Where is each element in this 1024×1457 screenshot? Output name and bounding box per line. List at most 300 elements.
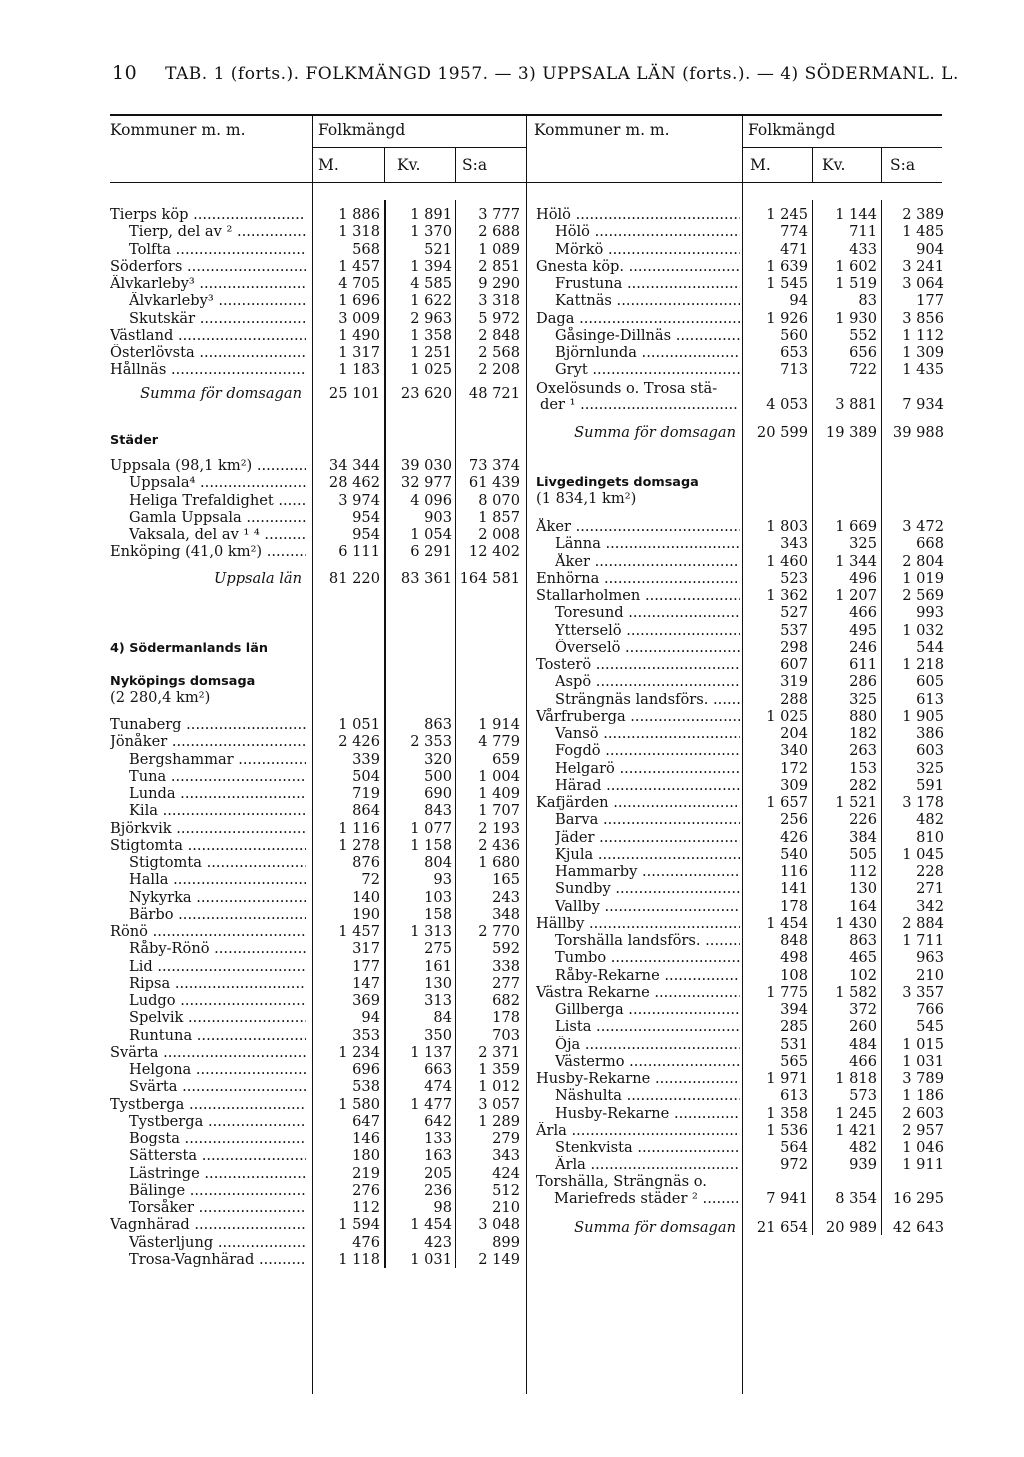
table-row bbox=[0, 639, 1024, 656]
value-m: 1 657 bbox=[766, 794, 808, 811]
value-sa: 1 012 bbox=[478, 1078, 520, 1096]
table-row bbox=[0, 1234, 1024, 1251]
value-kv: 690 bbox=[424, 785, 452, 802]
value-sa: 2 149 bbox=[478, 1250, 520, 1268]
row-label: Näshulta ..... bbox=[555, 1087, 740, 1104]
value-m: 190 bbox=[352, 905, 380, 923]
value-kv: 350 bbox=[424, 1026, 452, 1044]
value-m: 719 bbox=[352, 785, 380, 802]
value-kv: 843 bbox=[424, 802, 452, 820]
row-label: Råby-Rönö ..... bbox=[129, 940, 306, 957]
section-heading: 4) Södermanlands län bbox=[110, 641, 268, 656]
row-label: Tunaberg ..... bbox=[110, 716, 306, 733]
value-m: 1 696 bbox=[338, 292, 380, 310]
value-sa: 1 112 bbox=[902, 326, 944, 344]
value-sa: 42 643 bbox=[892, 1219, 944, 1236]
value-kv: 1 421 bbox=[835, 1121, 877, 1139]
row-label: Västerljung ..... bbox=[129, 1234, 306, 1251]
value-m: 178 bbox=[780, 897, 808, 915]
value-kv: 153 bbox=[849, 759, 877, 777]
value-m: 25 101 bbox=[328, 385, 380, 402]
row-label: Bärbo ..... bbox=[129, 906, 306, 923]
row-label: Österlövsta ..... bbox=[110, 344, 306, 361]
row-label: Jönåker ..... bbox=[110, 733, 306, 750]
row-label: Härad ..... bbox=[555, 777, 740, 794]
value-sa: 904 bbox=[916, 240, 944, 258]
table-row bbox=[0, 223, 1024, 240]
row-label: Aspö ..... bbox=[555, 673, 740, 690]
value-m: 565 bbox=[780, 1052, 808, 1070]
right-folkmangd-header: Folkmängd bbox=[748, 121, 836, 139]
value-kv: 1 158 bbox=[410, 836, 452, 854]
table-row bbox=[0, 1156, 1024, 1173]
value-kv: 495 bbox=[849, 621, 877, 639]
value-kv: 722 bbox=[849, 361, 877, 379]
value-m: 288 bbox=[780, 690, 808, 708]
value-kv: 325 bbox=[849, 690, 877, 708]
row-label: Uppsala län bbox=[214, 570, 302, 587]
row-label: Gillberga ..... bbox=[555, 1001, 740, 1018]
value-kv: 1 077 bbox=[410, 819, 452, 837]
row-label: Ludgo ..... bbox=[129, 992, 306, 1009]
row-label: Summa för domsagan bbox=[574, 424, 736, 441]
value-sa: 545 bbox=[916, 1018, 944, 1036]
value-kv: 164 bbox=[849, 897, 877, 915]
row-label: Halla ..... bbox=[129, 871, 306, 888]
row-label: Sundby ..... bbox=[555, 880, 740, 897]
value-sa: 3 241 bbox=[902, 257, 944, 275]
row-label: Tystberga ..... bbox=[110, 1096, 306, 1113]
table-row bbox=[0, 457, 1024, 474]
value-m: 1 639 bbox=[766, 257, 808, 275]
row-label: Jäder ..... bbox=[555, 829, 740, 846]
value-sa: 1 046 bbox=[902, 1139, 944, 1156]
row-label: Uppsala (98,1 km²) ..... bbox=[110, 457, 306, 474]
row-label: Björnlunda ..... bbox=[555, 344, 740, 361]
value-sa: 12 402 bbox=[468, 543, 520, 561]
value-kv: 505 bbox=[849, 845, 877, 863]
value-kv: 573 bbox=[849, 1087, 877, 1105]
value-kv: 372 bbox=[849, 1001, 877, 1018]
row-label: Bergshammar ..... bbox=[129, 751, 306, 768]
col-rule-right-kv bbox=[881, 147, 882, 183]
value-m: 954 bbox=[352, 526, 380, 543]
table-row bbox=[0, 742, 1024, 759]
value-sa: 2 688 bbox=[478, 223, 520, 241]
value-m: 523 bbox=[780, 569, 808, 587]
row-label: Summa för domsagan bbox=[140, 385, 302, 402]
col-rule-left-kv bbox=[455, 147, 456, 183]
value-sa: 3 472 bbox=[902, 518, 944, 535]
value-kv: 226 bbox=[849, 811, 877, 829]
torshalla-label-2: Mariefreds städer ² ..... bbox=[554, 1190, 738, 1207]
row-label: Lunda ..... bbox=[129, 785, 306, 802]
value-kv: 1 454 bbox=[410, 1216, 452, 1234]
value-kv: 1 054 bbox=[410, 526, 452, 543]
value-sa: 279 bbox=[492, 1130, 520, 1147]
row-label: Sättersta ..... bbox=[129, 1147, 306, 1164]
row-label: Daga ..... bbox=[536, 310, 740, 327]
value-sa: 1 004 bbox=[478, 767, 520, 785]
table-row bbox=[0, 949, 1024, 966]
value-sa: 228 bbox=[916, 863, 944, 880]
row-label: Kafjärden ..... bbox=[536, 794, 740, 811]
value-m: 527 bbox=[780, 604, 808, 622]
value-m: 1 594 bbox=[338, 1216, 380, 1234]
row-label: Tumbo ..... bbox=[555, 949, 740, 966]
value-kv: 466 bbox=[849, 604, 877, 622]
value-sa: 4 779 bbox=[478, 733, 520, 751]
value-kv: 130 bbox=[849, 880, 877, 898]
value-m: 20 599 bbox=[756, 424, 808, 441]
value-sa: 1 089 bbox=[478, 240, 520, 258]
value-m: 540 bbox=[780, 845, 808, 863]
value-m: 1 457 bbox=[338, 923, 380, 940]
row-label: Vaksala, del av ¹ ⁴ ..... bbox=[129, 526, 306, 543]
row-label: Lid ..... bbox=[129, 958, 306, 975]
value-kv: 32 977 bbox=[400, 474, 452, 492]
value-m: 339 bbox=[352, 750, 380, 768]
row-label: Tierps köp ..... bbox=[110, 206, 306, 223]
value-sa: 1 019 bbox=[902, 569, 944, 587]
table-row bbox=[0, 1001, 1024, 1018]
domsaga-heading: Livgedingets domsaga bbox=[536, 475, 699, 490]
value-m: 285 bbox=[780, 1018, 808, 1036]
value-sa: 3 777 bbox=[478, 206, 520, 223]
value-kv: 8 354 bbox=[835, 1190, 877, 1207]
row-label: Enhörna ..... bbox=[536, 570, 740, 587]
value-kv: 4 585 bbox=[410, 275, 452, 292]
right-sa-header: S:a bbox=[890, 156, 916, 174]
value-sa: 3 318 bbox=[478, 292, 520, 310]
value-m: 537 bbox=[780, 621, 808, 639]
domsaga-heading: Nyköpings domsaga bbox=[110, 674, 256, 689]
value-kv: 1 602 bbox=[835, 257, 877, 275]
value-kv: 1 144 bbox=[835, 206, 877, 223]
value-kv: 83 361 bbox=[400, 570, 452, 587]
table-row bbox=[0, 292, 1024, 309]
value-sa: 3 048 bbox=[478, 1216, 520, 1234]
row-label: Ärla ..... bbox=[536, 1122, 740, 1139]
value-kv: 6 291 bbox=[410, 543, 452, 561]
value-sa: 3 178 bbox=[902, 794, 944, 811]
col-rule-left-m bbox=[384, 147, 385, 183]
table-row bbox=[0, 1105, 1024, 1122]
value-sa: 210 bbox=[492, 1199, 520, 1216]
value-sa: 512 bbox=[492, 1181, 520, 1199]
value-kv: 642 bbox=[424, 1112, 452, 1130]
value-sa: 1 045 bbox=[902, 845, 944, 863]
value-kv: 1 344 bbox=[835, 552, 877, 570]
value-sa: 1 711 bbox=[902, 932, 944, 949]
row-label: Ytterselö ..... bbox=[555, 622, 740, 639]
value-kv: 286 bbox=[849, 673, 877, 691]
value-kv: 133 bbox=[424, 1130, 452, 1147]
value-kv: 1 669 bbox=[835, 518, 877, 535]
value-kv: 1 245 bbox=[835, 1104, 877, 1122]
value-kv: 2 353 bbox=[410, 733, 452, 751]
value-sa: 48 721 bbox=[468, 385, 520, 402]
value-kv: 663 bbox=[424, 1061, 452, 1078]
value-m: 1 025 bbox=[766, 707, 808, 725]
value-sa: 3 856 bbox=[902, 309, 944, 327]
value-m: 1 803 bbox=[766, 518, 808, 535]
value-m: 560 bbox=[780, 326, 808, 344]
row-label: Fogdö ..... bbox=[555, 742, 740, 759]
value-sa: 243 bbox=[492, 888, 520, 906]
col-rule-right-m bbox=[812, 147, 813, 183]
row-label: Rönö ..... bbox=[110, 923, 306, 940]
value-kv: 939 bbox=[849, 1156, 877, 1174]
value-sa: 1 186 bbox=[902, 1087, 944, 1105]
value-kv: 863 bbox=[849, 932, 877, 949]
value-kv: 263 bbox=[849, 742, 877, 760]
value-sa: 1 911 bbox=[902, 1156, 944, 1174]
page-number: 10 bbox=[112, 62, 138, 84]
row-label: Tuna ..... bbox=[129, 768, 306, 785]
value-m: 426 bbox=[780, 828, 808, 846]
value-m: 140 bbox=[352, 888, 380, 906]
value-sa: 1 218 bbox=[902, 656, 944, 673]
table-row bbox=[0, 863, 1024, 880]
value-sa: 325 bbox=[916, 759, 944, 777]
torshalla-label-1: Torshälla, Strängnäs o. bbox=[536, 1173, 707, 1190]
table-row bbox=[0, 898, 1024, 915]
table-row bbox=[0, 361, 1024, 378]
value-kv: 84 bbox=[433, 1009, 452, 1027]
row-label: Ripsa ..... bbox=[129, 975, 306, 992]
value-m: 1 457 bbox=[338, 257, 380, 275]
value-m: 653 bbox=[780, 344, 808, 361]
value-sa: 342 bbox=[916, 897, 944, 915]
value-m: 647 bbox=[352, 1112, 380, 1130]
table-row bbox=[0, 691, 1024, 708]
row-label: Öja ..... bbox=[555, 1036, 740, 1053]
value-kv: 496 bbox=[849, 569, 877, 587]
value-kv: 611 bbox=[849, 656, 877, 673]
row-label: Gamla Uppsala ..... bbox=[129, 509, 306, 526]
value-m: 340 bbox=[780, 742, 808, 760]
table-row bbox=[0, 327, 1024, 344]
value-kv: 161 bbox=[424, 957, 452, 975]
value-m: 94 bbox=[361, 1009, 380, 1027]
value-sa: 2 851 bbox=[478, 257, 520, 275]
value-kv: 320 bbox=[424, 750, 452, 768]
value-kv: 484 bbox=[849, 1035, 877, 1053]
value-kv: 482 bbox=[849, 1139, 877, 1156]
value-m: 1 362 bbox=[766, 587, 808, 604]
value-m: 309 bbox=[780, 776, 808, 794]
value-m: 1 118 bbox=[338, 1250, 380, 1268]
row-label: Strängnäs landsförs. ..... bbox=[555, 691, 740, 708]
row-label: Hammarby ..... bbox=[555, 863, 740, 880]
row-label: Hållnäs ..... bbox=[110, 361, 306, 378]
value-sa: 7 934 bbox=[902, 396, 944, 413]
table-row bbox=[0, 794, 1024, 811]
value-m: 147 bbox=[352, 974, 380, 992]
value-m: 696 bbox=[352, 1061, 380, 1078]
value-m: 498 bbox=[780, 949, 808, 967]
value-m: 28 462 bbox=[328, 474, 380, 492]
table-row bbox=[0, 1122, 1024, 1139]
value-m: 116 bbox=[780, 863, 808, 880]
value-sa: 8 070 bbox=[478, 491, 520, 509]
value-sa: 591 bbox=[916, 776, 944, 794]
row-label: Svärta ..... bbox=[110, 1044, 306, 1061]
value-sa: 993 bbox=[916, 604, 944, 622]
row-label: Åker ..... bbox=[536, 518, 740, 535]
table-row bbox=[0, 206, 1024, 223]
value-kv: 182 bbox=[849, 725, 877, 742]
value-sa: 605 bbox=[916, 673, 944, 691]
value-m: 876 bbox=[352, 854, 380, 871]
row-label: Trosa-Vagnhärad ..... bbox=[129, 1251, 306, 1268]
value-m: 177 bbox=[352, 957, 380, 975]
table-row bbox=[0, 725, 1024, 742]
row-label: Stigtomta ..... bbox=[129, 854, 306, 871]
value-kv: 236 bbox=[424, 1181, 452, 1199]
row-label: Mörkö ..... bbox=[555, 241, 740, 258]
value-m: 394 bbox=[780, 1001, 808, 1018]
value-kv: 83 bbox=[858, 292, 877, 310]
value-kv: 19 389 bbox=[825, 424, 877, 441]
value-m: 1 460 bbox=[766, 552, 808, 570]
value-sa: 810 bbox=[916, 828, 944, 846]
value-m: 7 941 bbox=[766, 1190, 808, 1207]
value-m: 531 bbox=[780, 1035, 808, 1053]
summary-row bbox=[0, 1219, 1024, 1236]
value-m: 2 426 bbox=[338, 733, 380, 751]
value-m: 1 358 bbox=[766, 1104, 808, 1122]
value-sa: 1 707 bbox=[478, 802, 520, 820]
value-kv: 465 bbox=[849, 949, 877, 967]
value-kv: 23 620 bbox=[400, 385, 452, 402]
table-row bbox=[0, 604, 1024, 621]
value-sa: 1 032 bbox=[902, 621, 944, 639]
right-kommuner-header: Kommuner m. m. bbox=[534, 121, 670, 139]
table-row bbox=[0, 518, 1024, 535]
row-label: Kila ..... bbox=[129, 802, 306, 819]
value-kv: 1 137 bbox=[410, 1043, 452, 1061]
value-sa: 424 bbox=[492, 1164, 520, 1182]
row-label: Vansö ..... bbox=[555, 725, 740, 742]
row-label: Torshälla landsförs. ..... bbox=[555, 932, 740, 949]
table-row bbox=[0, 553, 1024, 570]
row-label: Torsåker ..... bbox=[129, 1199, 306, 1216]
value-kv: 804 bbox=[424, 854, 452, 871]
value-kv: 423 bbox=[424, 1233, 452, 1251]
value-sa: 1 914 bbox=[478, 716, 520, 733]
value-m: 3 974 bbox=[338, 491, 380, 509]
value-kv: 433 bbox=[849, 240, 877, 258]
value-m: 3 009 bbox=[338, 309, 380, 327]
value-m: 1 926 bbox=[766, 309, 808, 327]
value-sa: 703 bbox=[492, 1026, 520, 1044]
value-kv: 656 bbox=[849, 344, 877, 361]
value-kv: 1 430 bbox=[835, 914, 877, 932]
value-kv: 903 bbox=[424, 508, 452, 526]
value-kv: 552 bbox=[849, 326, 877, 344]
row-label: Gnesta köp. ..... bbox=[536, 258, 740, 275]
row-label: Husby-Rekarne ..... bbox=[555, 1105, 740, 1122]
value-m: 538 bbox=[352, 1078, 380, 1096]
value-m: 112 bbox=[352, 1199, 380, 1216]
value-sa: 3 357 bbox=[902, 983, 944, 1001]
value-sa: 592 bbox=[492, 940, 520, 958]
value-m: 504 bbox=[352, 767, 380, 785]
value-kv: 500 bbox=[424, 767, 452, 785]
value-sa: 2 884 bbox=[902, 914, 944, 932]
value-sa: 1 409 bbox=[478, 785, 520, 802]
value-kv: 1 519 bbox=[835, 275, 877, 292]
table-row bbox=[0, 587, 1024, 604]
value-m: 476 bbox=[352, 1233, 380, 1251]
right-kv-header: Kv. bbox=[822, 156, 846, 174]
value-kv: 1 358 bbox=[410, 326, 452, 344]
left-kv-header: Kv. bbox=[397, 156, 421, 174]
value-sa: 61 439 bbox=[468, 474, 520, 492]
value-kv: 4 096 bbox=[410, 491, 452, 509]
table-row bbox=[0, 1251, 1024, 1268]
table-row bbox=[0, 656, 1024, 673]
row-label: Ärla ..... bbox=[555, 1156, 740, 1173]
value-sa: 1 857 bbox=[478, 508, 520, 526]
value-m: 317 bbox=[352, 940, 380, 958]
row-label: Bogsta ..... bbox=[129, 1130, 306, 1147]
value-m: 21 654 bbox=[756, 1219, 808, 1236]
value-sa: 2 389 bbox=[902, 206, 944, 223]
table-row bbox=[0, 570, 1024, 587]
row-label: Lästringe ..... bbox=[129, 1165, 306, 1182]
torshalla-row bbox=[0, 1190, 1024, 1207]
value-m: 108 bbox=[780, 966, 808, 984]
row-label: Överselö ..... bbox=[555, 639, 740, 656]
right-folkmangd-rule bbox=[742, 147, 942, 148]
row-label: Vårfruberga ..... bbox=[536, 708, 740, 725]
table-row bbox=[0, 1018, 1024, 1035]
value-m: 1 580 bbox=[338, 1095, 380, 1113]
row-label: Västland ..... bbox=[110, 327, 306, 344]
row-label: Nykyrka ..... bbox=[129, 889, 306, 906]
table-row bbox=[0, 275, 1024, 292]
value-sa: 603 bbox=[916, 742, 944, 760]
value-m: 298 bbox=[780, 638, 808, 656]
table-row bbox=[0, 492, 1024, 509]
value-kv: 1 031 bbox=[410, 1250, 452, 1268]
row-label: Helgona ..... bbox=[129, 1061, 306, 1078]
row-label: Skutskär ..... bbox=[129, 310, 306, 327]
row-label: Hölö ..... bbox=[536, 206, 740, 223]
value-m: 954 bbox=[352, 508, 380, 526]
value-sa: 2 436 bbox=[478, 836, 520, 854]
value-m: 713 bbox=[780, 361, 808, 379]
row-label: Toresund ..... bbox=[555, 604, 740, 621]
value-sa: 899 bbox=[492, 1233, 520, 1251]
value-sa: 16 295 bbox=[892, 1190, 944, 1207]
table-row bbox=[0, 708, 1024, 725]
value-kv: 1 891 bbox=[410, 206, 452, 223]
value-sa: 73 374 bbox=[468, 457, 520, 474]
row-label: Husby-Rekarne ..... bbox=[536, 1070, 740, 1087]
table-row bbox=[0, 622, 1024, 639]
left-m-header: M. bbox=[318, 156, 339, 174]
value-sa: 3 064 bbox=[902, 275, 944, 292]
value-kv: 384 bbox=[849, 828, 877, 846]
value-sa: 39 988 bbox=[892, 424, 944, 441]
value-kv: 1 251 bbox=[410, 344, 452, 361]
row-label: Kjula ..... bbox=[555, 846, 740, 863]
value-kv: 20 989 bbox=[825, 1219, 877, 1236]
